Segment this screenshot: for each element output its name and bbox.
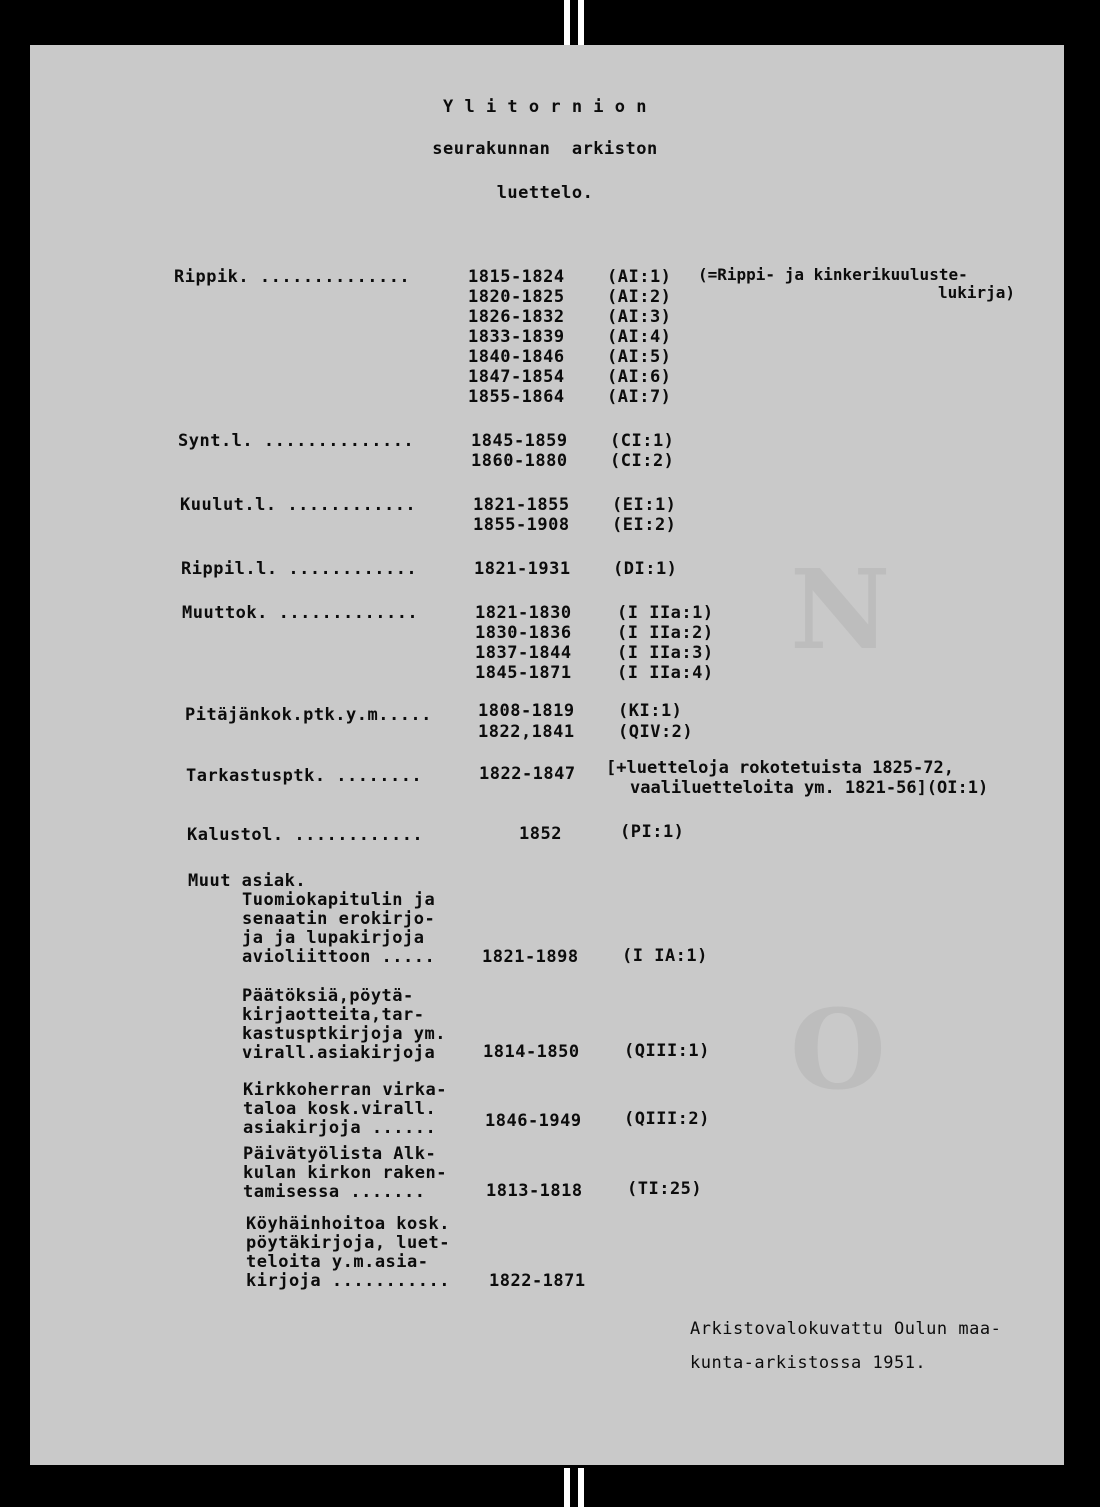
entry-label-muuttok: Muuttok. ............. [182,603,419,623]
item-description: asiakirjoja ...... [243,1118,437,1138]
item-code: (TI:25) [627,1179,703,1199]
entry-years: 1821-1830 [475,603,572,623]
entry-years: 1808-1819 [478,701,575,721]
entry-years: 1847-1854 [468,367,565,387]
entry-code: (AI:5) [607,347,672,367]
item-description: kulan kirkon raken- [243,1163,447,1183]
entry-years: 1860-1880 [471,451,568,471]
entry-note: lukirja) [938,283,1016,302]
entry-years: 1845-1859 [471,431,568,451]
entry-note: (=Rippi- ja kinkerikuuluste- [698,265,968,284]
entry-note: vaaliluetteloita ym. 1821-56](OI:1) [630,778,989,798]
entry-code: (KI:1) [618,701,683,721]
entry-code: (I IIa:3) [617,643,714,663]
item-code: (I IA:1) [622,946,708,966]
section-heading-muut: Muut asiak. [188,871,307,891]
entry-code: (QIV:2) [618,722,694,742]
item-description: avioliittoon ..... [242,947,436,967]
entry-label-rippil: Rippil.l. ............ [181,559,418,579]
entry-label-pitajankok: Pitäjänkok.ptk.y.m..... [185,705,432,725]
film-mark-bottom-left [564,1468,570,1507]
entry-years: 1821-1855 [473,495,570,515]
entry-years: 1845-1871 [475,663,572,683]
entry-code: (PI:1) [620,822,685,842]
item-code: (QIII:1) [624,1041,710,1061]
entry-years: 1855-1864 [468,387,565,407]
bleed-through-mark: N [790,545,891,674]
entry-label-kuulut: Kuulut.l. ............ [180,495,417,515]
title-line-1: Y l i t o r n i o n [443,97,647,117]
entry-years: 1821-1931 [474,559,571,579]
item-description: virall.asiakirjoja [242,1043,436,1063]
entry-code: (AI:4) [607,327,672,347]
bleed-through-mark: O [790,985,886,1114]
entry-code: (I IIa:2) [617,623,714,643]
item-years: 1813-1818 [486,1181,583,1201]
item-description: Köyhäinhoitoa kosk. [246,1214,450,1234]
entry-years: 1840-1846 [468,347,565,367]
entry-label-rippik: Rippik. .............. [174,267,411,287]
item-description: taloa kosk.virall. [243,1099,437,1119]
entry-code: (CI:2) [610,451,675,471]
entry-code: (AI:1) [607,267,672,287]
entry-code: (DI:1) [613,559,678,579]
entry-note: [+luetteloja rokotetuista 1825-72, [606,758,954,778]
archive-note-line-1: Arkistovalokuvattu Oulun maa- [690,1319,1002,1339]
item-years: 1821-1898 [482,947,579,967]
item-description: tamisessa ....... [243,1182,426,1202]
entry-code: (EI:2) [612,515,677,535]
title-line-2: seurakunnan arkiston [432,139,658,159]
item-description: kirjaotteita,tar- [242,1005,425,1025]
entry-years: 1820-1825 [468,287,565,307]
document-page [30,45,1064,1465]
entry-code: (AI:2) [607,287,672,307]
entry-code: (AI:7) [607,387,672,407]
entry-code: (CI:1) [610,431,675,451]
item-description: Päivätyölista Alk- [243,1144,437,1164]
entry-code: (I IIa:1) [617,603,714,623]
item-years: 1822-1871 [489,1271,586,1291]
item-description: kastusptkirjoja ym. [242,1024,446,1044]
entry-code: (I IIa:4) [617,663,714,683]
title-line-3: luettelo. [496,183,594,203]
entry-years: 1826-1832 [468,307,565,327]
film-mark-top-right [578,0,584,45]
entry-years: 1837-1844 [475,643,572,663]
item-years: 1846-1949 [485,1111,582,1131]
item-description: ja ja lupakirjoja [242,928,425,948]
entry-years: 1815-1824 [468,267,565,287]
entry-years: 1822,1841 [478,722,575,742]
entry-years: 1852 [519,824,562,844]
item-description: kirjoja ........... [246,1271,450,1291]
film-mark-bottom-right [578,1468,584,1507]
item-code: (QIII:2) [624,1109,710,1129]
film-mark-top-left [564,0,570,45]
entry-code: (AI:3) [607,307,672,327]
item-years: 1814-1850 [483,1042,580,1062]
item-description: teloita y.m.asia- [246,1252,429,1272]
entry-label-kalustol: Kalustol. ............ [187,825,424,845]
entry-years: 1833-1839 [468,327,565,347]
entry-years: 1822-1847 [479,764,576,784]
entry-years: 1830-1836 [475,623,572,643]
item-description: Tuomiokapitulin ja [242,890,436,910]
archive-note-line-2: kunta-arkistossa 1951. [690,1353,927,1373]
item-description: Päätöksiä,pöytä- [242,986,414,1006]
entry-code: (EI:1) [612,495,677,515]
item-description: Kirkkoherran virka- [243,1080,447,1100]
entry-label-tarkastus: Tarkastusptk. ........ [186,766,423,786]
item-description: pöytäkirjoja, luet- [246,1233,450,1253]
item-description: senaatin erokirjo- [242,909,436,929]
entry-code: (AI:6) [607,367,672,387]
entry-years: 1855-1908 [473,515,570,535]
entry-label-synt: Synt.l. .............. [178,431,415,451]
